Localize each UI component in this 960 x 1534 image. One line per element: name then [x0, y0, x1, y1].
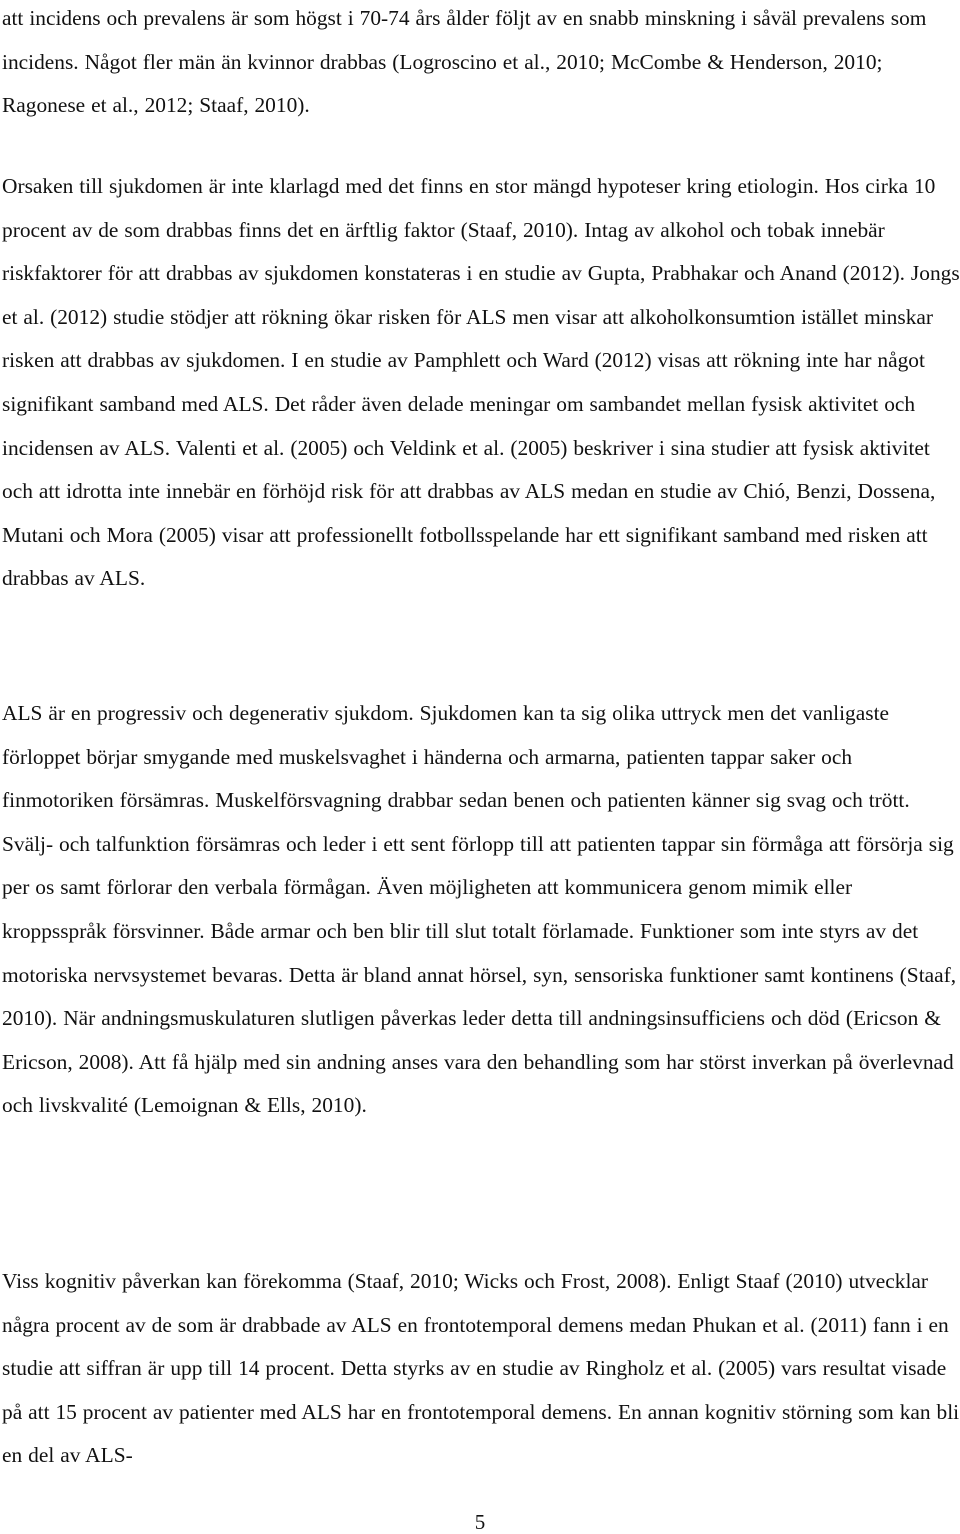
- page-number: 5: [474, 1510, 486, 1534]
- paragraph-etiology: Orsaken till sjukdomen är inte klarlagd med det finns en stor mängd hypoteser kring etiologin. Hos cirka 10 procent av de som drabbas finns det en ärftlig faktor (Staaf, 2010). Intag av alkohol och tobak innebär riskfaktorer för att drabbas av sjukdomen konstateras i en studie av Gupta, Prabhakar och Anand (2012). Jongs et al. (2012) studie stödjer att rökning ökar risken för ALS men visar att alkoholkonsumtion istället minskar risken att drabbas av sjukdomen. I en studie av Pamphlett och Ward (2012) visas att rökning inte har något signifikant samband med ALS. Det råder även delade meningar om sambandet mellan fysisk aktivitet och incidensen av ALS. Valenti et al. (2005) och Veldink et al. (2005) beskriver i sina studier att fysisk aktivitet och att idrotta inte innebär en förhöjd risk för att drabbas av ALS medan en studie av Chió, Benzi, Dossena, Mutani och Mora (2005) visar att professionellt fotbollsspelande har ett signifikant samband med risken att drabbas av ALS.: [2, 174, 960, 591]
- paragraph-incidence: att incidens och prevalens är som högst i 70-74 års ålder följt av en snabb minskning i såväl prevalens som incidens. Något fler män än kvinnor drabbas (Logroscino et al., 2010; McCombe & Henderson, 2010; Ragonese et al., 2012; Staaf, 2010).: [2, 6, 927, 118]
- paragraph-cognitive: Viss kognitiv påverkan kan förekomma (Staaf, 2010; Wicks och Frost, 2008). Enligt Staaf (2010) utvecklar några procent av de som är drabbade av ALS en frontotemporal demens medan Phukan et al. (2011) fann i en studie att siffran är upp till 14 procent. Detta styrks av en studie av Ringholz et al. (2005) vars resultat visade på att 15 procent av patienter med ALS har en frontotemporal demens. En annan kognitiv störning som kan bli en del av ALS-: [2, 1269, 960, 1468]
- paragraph-progression: ALS är en progressiv och degenerativ sjukdom. Sjukdomen kan ta sig olika uttryck men det vanligaste förloppet börjar smygande med muskelsvaghet i händerna och armarna, patienten tappar saker och finmotoriken försämras. Muskelförsvagning drabbar sedan benen och patienten känner sig svag och trött. Svälj- och talfunktion försämras och leder i ett sent förlopp till att patienten tappar sin förmåga att försörja sig per os samt förlorar den verbala förmågan. Även möjligheten att kommunicera genom mimik eller kroppsspråk försvinner. Både armar och ben blir till slut totalt förlamade. Funktioner som inte styrs av det motoriska nervsystemet bevaras. Detta är bland annat hörsel, syn, sensoriska funktioner samt kontinens (Staaf, 2010). När andningsmuskulaturen slutligen påverkas leder detta till andningsinsufficiens och död (Ericson & Ericson, 2008). Att få hjälp med sin andning anses vara den behandling som har störst inverkan på överlevnad och livskvalité (Lemoignan & Ells, 2010).: [2, 701, 957, 1118]
